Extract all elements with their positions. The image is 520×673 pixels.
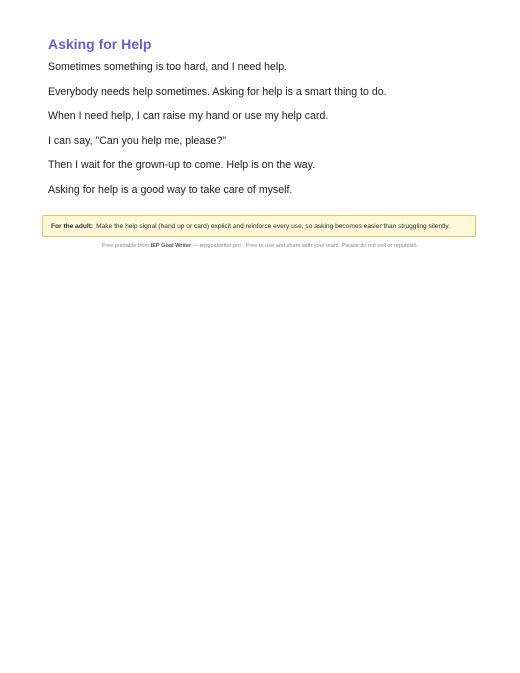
footer-suffix: — iepgoalwriter.pro · Free to use and share with your team. Please do not sell or republish. bbox=[191, 243, 419, 249]
story-paragraph-5: Then I wait for the grown-up to come. Help is on the way. bbox=[48, 159, 316, 171]
story-paragraph-2: Everybody needs help sometimes. Asking for help is a smart thing to do. bbox=[48, 86, 387, 98]
story-paragraph-6: Asking for help is a good way to take care of myself. bbox=[48, 184, 293, 196]
page-title: Asking for Help bbox=[48, 36, 152, 52]
footer-credit bbox=[0, 243, 520, 249]
story-paragraph-3: When I need help, I can raise my hand or use my help card. bbox=[48, 110, 329, 122]
adult-note-label: For the adult: bbox=[51, 222, 94, 230]
adult-note-box bbox=[42, 215, 476, 237]
footer-prefix: Free printable from bbox=[101, 243, 151, 249]
adult-note-text: Make the help signal (hand up or card) explicit and reinforce every use, so asking becomes easier than struggling silently. bbox=[96, 222, 451, 230]
story-paragraph-1: Sometimes something is too hard, and I need help. bbox=[48, 61, 288, 73]
footer-brand: IEP Goal Writer bbox=[150, 243, 192, 249]
story-paragraph-4: I can say, "Can you help me, please?" bbox=[48, 135, 227, 147]
